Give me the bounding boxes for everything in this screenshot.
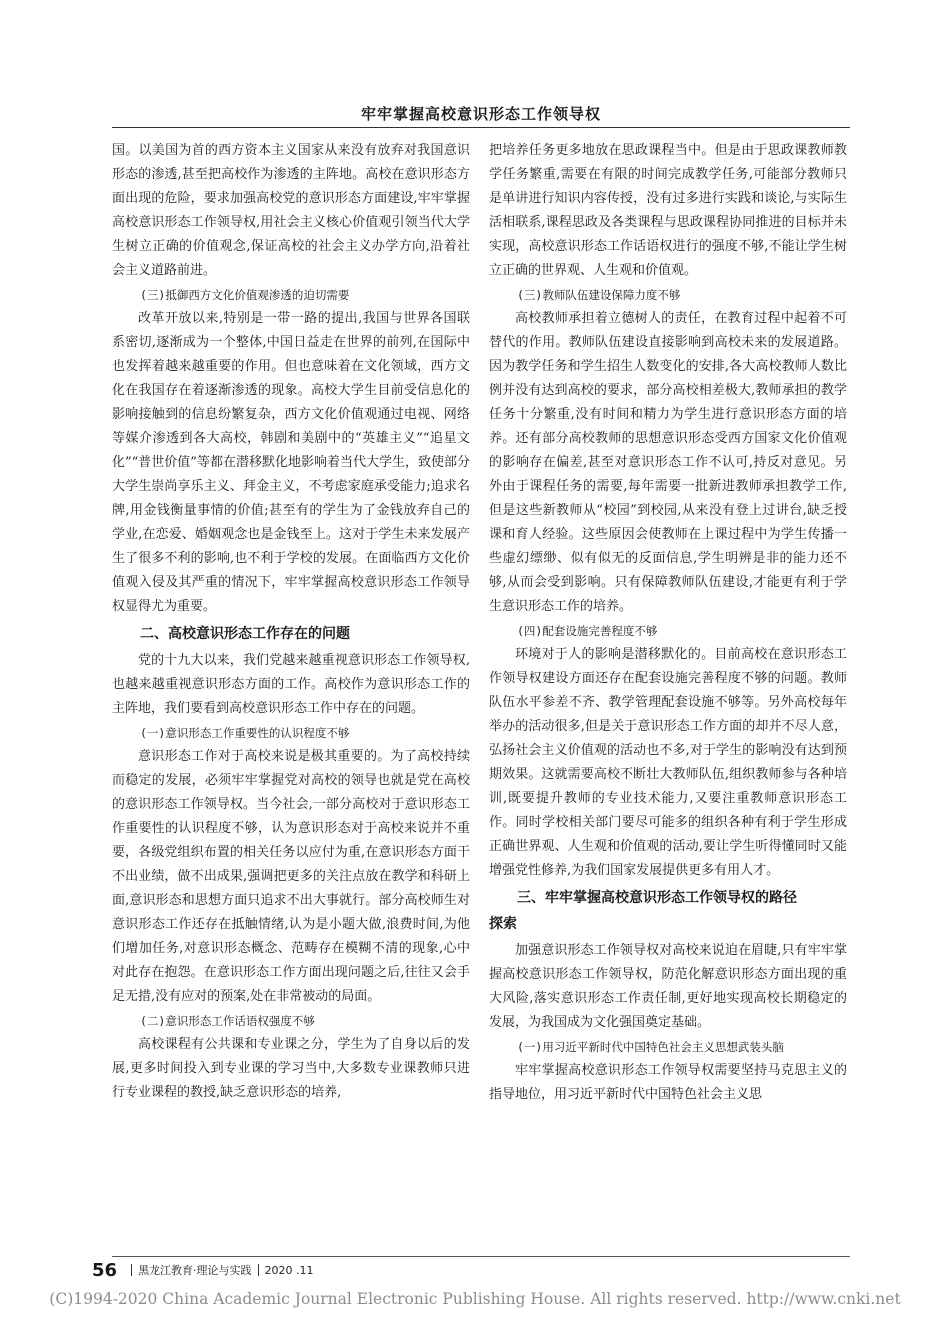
running-title: 牢牢掌握高校意识形态工作领导权: [360, 105, 601, 123]
page-number: 56: [92, 1259, 118, 1281]
section-heading-line: 三、牢牢掌握高校意识形态工作领导权的路径: [517, 890, 797, 906]
paragraph: 加强意识形态工作领导权对高校来说迫在眉睫,只有牢牢掌握高校意识形态工作领导权，防范化解意识形态方面出现的重大风险,落实意识形态工作责任制,更好地实现高校长期稳定的发展，为我国成为文化强国奠定基础。: [489, 943, 847, 1030]
subsection-heading: (一)用习近平新时代中国特色社会主义思想武装头脑: [517, 1040, 784, 1054]
left-column: [112, 139, 470, 1105]
paragraph: 党的十九大以来，我们党越来越重视意识形态工作领导权,也越来越重视意识形态方面的工作。高校作为意识形态工作的主阵地，我们要看到高校意识形态工作中存在的问题。: [112, 653, 470, 716]
section-heading-continuation: 探索: [489, 916, 517, 932]
section-heading: [489, 885, 847, 937]
paragraph: 环境对于人的影响是潜移默化的。目前高校在意识形态工作领导权建设方面还存在配套设施完善程度不够的问题。教师队伍水平参差不齐、教学管理配套设施不够等。另外高校每年举办的活动很多,但是关于意识形态工作方面的却并不尽人意，弘扬社会主义价值观的活动也不多,对于学生的影响没有达到预期效果。这就需要高校不断壮大教师队伍,组织教师参与各种培训,既要提升教师的专业技术能力,又要注重教师意识形态工作。同时学校相关部门要尽可能多的组织各种有利于学生形成正确世界观、人生观和价值观的活动,要让学生听得懂同时又能增强党性修养,为我们国家发展提供更多有用人才。: [489, 647, 847, 878]
paragraph: 高校教师承担着立德树人的责任，在教育过程中起着不可替代的作用。教师队伍建设直接影响到高校未来的发展道路。因为教学任务和学生招生人数变化的安排,各大高校教师人数比例并没有达到高校的要求，部分高校相差极大,教师承担的教学任务十分繁重,没有时间和精力为学生进行意识形态方面的培养。还有部分高校教师的思想意识形态受西方国家文化价值观的影响存在偏差,甚至对意识形态工作不认可,持反对意见。另外由于课程任务的需要,每年需要一批新进教师承担教学工作,但是这些新教师从“校园”到校园,从来没有登上过讲台,缺乏授课和育人经验。这些原因会使教师在上课过程中为学生传播一些虚幻缥缈、似有似无的反面信息,学生明辨是非的能力还不够,从而会受到影响。只有保障教师队伍建设,才能更有利于学生意识形态工作的培养。: [489, 311, 847, 614]
subsection-heading: (三)抵御西方文化价值观渗透的迫切需要: [140, 288, 350, 302]
footer-divider: [258, 1264, 259, 1276]
section-heading: 二、高校意识形态工作存在的问题: [140, 626, 350, 642]
subsection-heading: (三)教师队伍建设保障力度不够: [517, 288, 681, 302]
paragraph: 改革开放以来,特别是一带一路的提出,我国与世界各国联系密切,逐渐成为一个整体,中国日益走在世界的前列,在国际中也发挥着越来越重要的作用。但也意味着在文化领域，西方文化在我国存在着逐渐渗透的现象。高校大学生目前受信息化的影响接触到的信息纷繁复杂，西方文化价值观通过电视、网络等媒介渗透到各大高校，韩剧和美剧中的“英雄主义”“追星文化”“普世价值”等都在潜移默化地影响着当代大学生，致使部分大学生崇尚享乐主义、拜金主义，不考虑家庭承受能力;追求名牌,用金钱衡量事情的价值;甚至有的学生为了金钱放弃自己的学业,在恋爱、婚姻观念也是金钱至上。这对于学生未来发展产生了很多不利的影响,也不利于学校的发展。在面临西方文化价值观入侵及其严重的情况下，牢牢掌握高校意识形态工作领导权显得尤为重要。: [112, 311, 470, 614]
paragraph: 国。以美国为首的西方资本主义国家从来没有放弃对我国意识形态的渗透,甚至把高校作为渗透的主阵地。高校在意识形态方面出现的危险，要求加强高校党的意识形态方面建设,牢牢掌握高校意识形态工作领导权,用社会主义核心价值观引领当代大学生树立正确的价值观念,保证高校的社会主义办学方向,沿着社会主义道路前进。: [112, 143, 470, 278]
page-footer: [92, 1258, 314, 1282]
issue-number: 2020 .11: [264, 1263, 314, 1277]
header-rule: [112, 127, 850, 128]
right-column: [489, 139, 847, 1107]
paragraph: 意识形态工作对于高校来说是极其重要的。为了高校持续而稳定的发展，必须牢牢掌握党对高校的领导也就是党在高校的意识形态工作领导权。当今社会,一部分高校对于意识形态工作重要性的认识程度不够，认为意识形态对于高校来说并不重要，各级党组织布置的相关任务以应付为重,在意识形态方面干不出业绩，做不出成果,强调把更多的关注点放在教学和科研上面,意识形态和思想方面只追求不出大事就行。部分高校师生对意识形态工作还存在抵触情绪,认为是小题大做,浪费时间,为他们增加任务,对意识形态概念、范畴存在模糊不清的现象,心中对此存在抱怨。在意识形态工作方面出现问题之后,往往又会手足无措,没有应对的预案,处在非常被动的局面。: [112, 749, 470, 1004]
paragraph: 牢牢掌握高校意识形态工作领导权需要坚持马克思主义的指导地位，用习近平新时代中国特色社会主义思: [489, 1063, 847, 1102]
subsection-heading: (一)意识形态工作重要性的认识程度不够: [140, 726, 350, 740]
footer-rule: [112, 1256, 850, 1257]
subsection-heading: (二)意识形态工作话语权强度不够: [140, 1014, 315, 1028]
paragraph: 高校课程有公共课和专业课之分，学生为了自身以后的发展,更多时间投入到专业课的学习当中,大多数专业课教师只进行专业课程的教授,缺乏意识形态的培养,: [112, 1037, 470, 1100]
journal-name: 黑龙江教育·理论与实践: [138, 1264, 252, 1277]
paragraph: 把培养任务更多地放在思政课程当中。但是由于思政课教师教学任务繁重,需要在有限的时间完成教学任务,可能部分教师只是单讲进行知识内容传授，没有过多进行实践和谈论,与实际生活相联系,课程思政及各类课程与思政课程协同推进的目标并未实现，高校意识形态工作话语权进行的强度不够,不能让学生树立正确的世界观、人生观和价值观。: [489, 143, 847, 278]
footer-divider: [131, 1264, 132, 1276]
copyright-watermark: (C)1994-2020 China Academic Journal Electronic Publishing House. All rights reserved. http://www.cnki.net: [49, 1290, 901, 1308]
subsection-heading: (四)配套设施完善程度不够: [517, 624, 658, 638]
